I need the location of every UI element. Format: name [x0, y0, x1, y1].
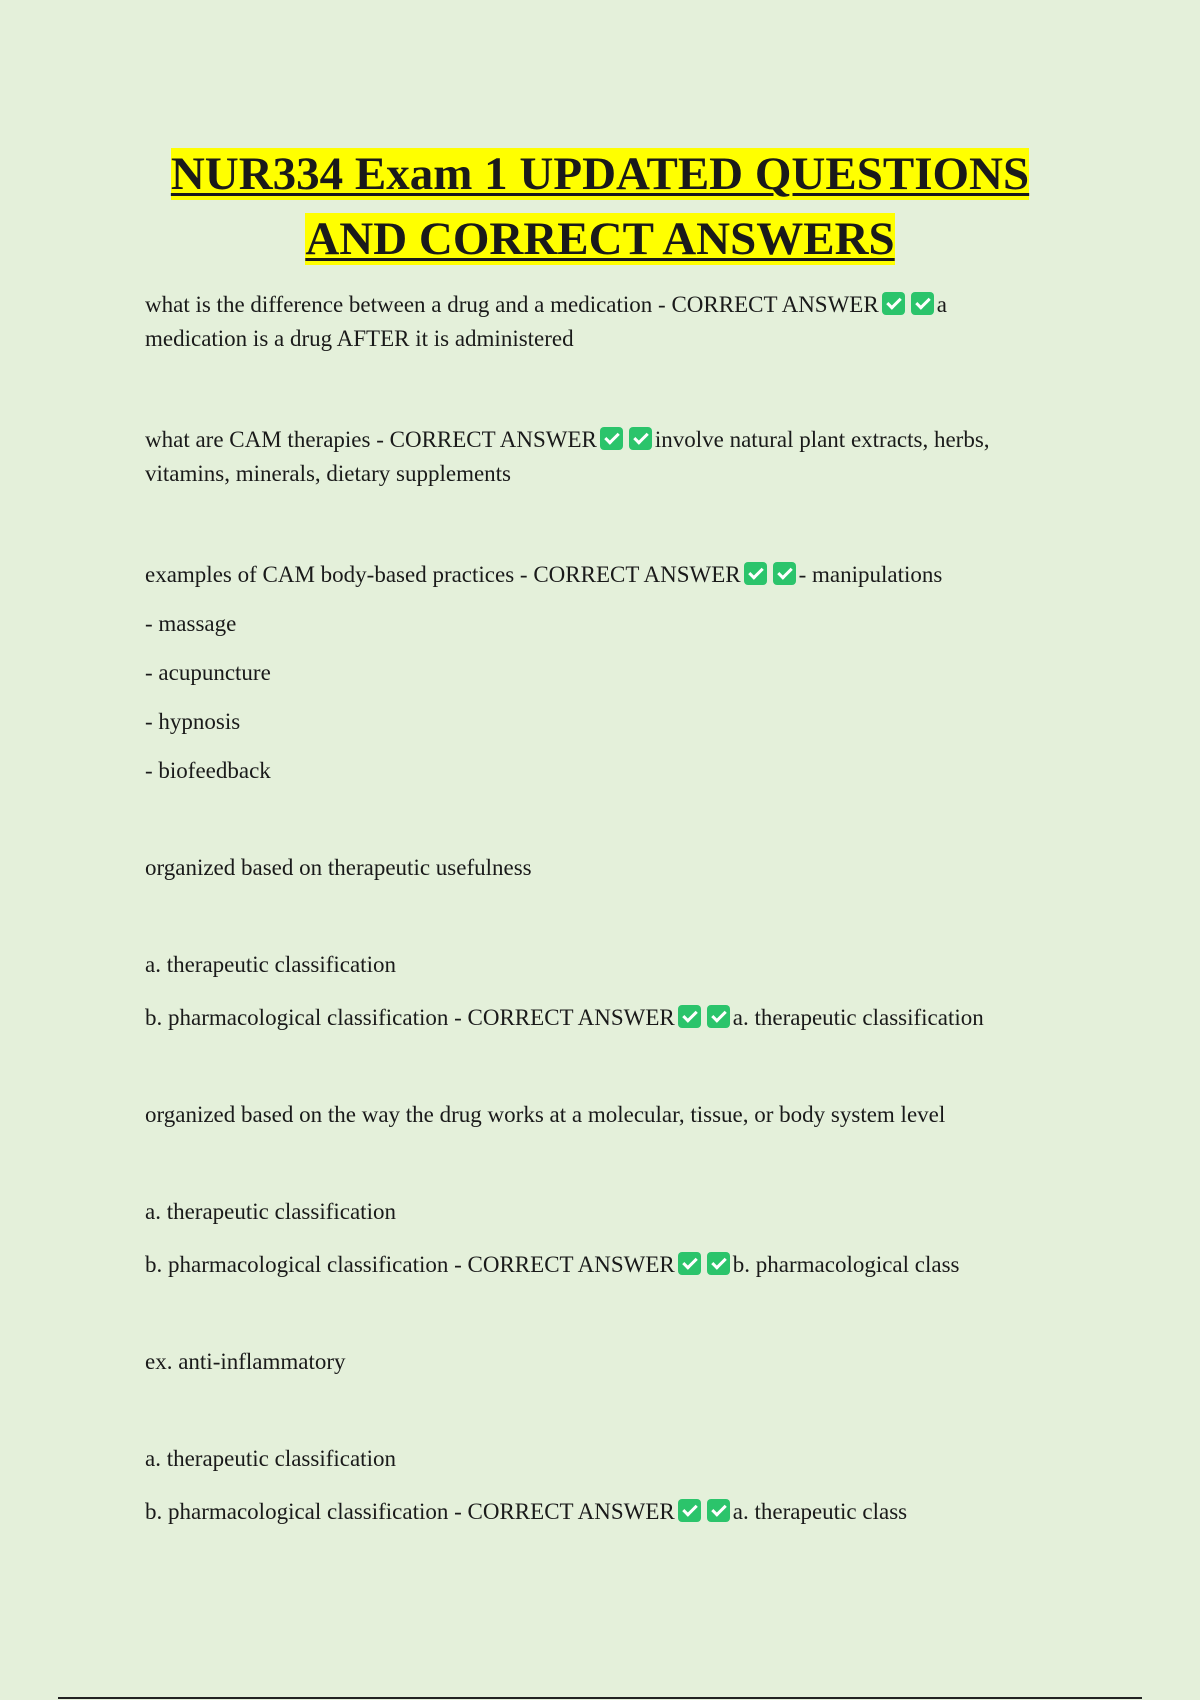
option-a: a. therapeutic classification	[145, 952, 396, 977]
document-title	[0, 142, 1200, 272]
qa-item-5	[145, 1098, 1050, 1282]
question-text: examples of CAM body-based practices	[145, 562, 515, 587]
check-mark-icon	[678, 1499, 701, 1522]
check-mark-icon	[911, 292, 934, 315]
answer-text: a. therapeutic class	[732, 1499, 908, 1524]
answer-text: vitamins, minerals, dietary supplements	[145, 461, 512, 486]
check-mark-icon	[773, 562, 796, 585]
list-item: - acupuncture	[145, 660, 271, 685]
list-item: - massage	[145, 611, 237, 636]
qa-2-line-1	[145, 423, 1050, 457]
qa-5-option-b-line	[145, 1248, 1050, 1282]
qa-item-6	[145, 1345, 1050, 1529]
answer-text: a. therapeutic classification	[732, 1005, 984, 1030]
check-mark-icon	[629, 427, 652, 450]
question-text: organized based on therapeutic usefulness	[145, 855, 532, 880]
correct-answer-label: - CORRECT ANSWER	[519, 562, 741, 587]
answer-text: medication is a drug AFTER it is administered	[145, 326, 574, 351]
page-divider	[58, 1697, 1142, 1699]
qa-content	[145, 288, 1050, 1529]
check-mark-icon	[707, 1499, 730, 1522]
correct-answer-label: - CORRECT ANSWER	[376, 427, 597, 452]
check-mark-icon	[678, 1252, 701, 1275]
list-item: - biofeedback	[145, 758, 271, 783]
list-item: - hypnosis	[145, 709, 241, 734]
question-text: ex. anti-inflammatory	[145, 1349, 346, 1374]
answer-text: b. pharmacological class	[732, 1252, 960, 1277]
qa-item-3	[145, 558, 1050, 788]
correct-answer-label: - CORRECT ANSWER	[454, 1005, 675, 1030]
check-mark-icon	[707, 1252, 730, 1275]
check-mark-icon	[707, 1005, 730, 1028]
option-a: a. therapeutic classification	[145, 1199, 396, 1224]
option-b: b. pharmacological classification	[145, 1252, 449, 1277]
check-mark-icon	[600, 427, 623, 450]
answer-text: a	[936, 292, 947, 317]
correct-answer-label: - CORRECT ANSWER	[658, 292, 879, 317]
qa-1-line-1	[145, 288, 1050, 322]
option-a: a. therapeutic classification	[145, 1446, 396, 1471]
question-text: organized based on the way the drug works at a molecular, tissue, or body system level	[145, 1102, 946, 1127]
title-line-1: NUR334 Exam 1 UPDATED QUESTIONS	[170, 148, 1030, 200]
qa-item-4	[145, 851, 1050, 1035]
question-text: what is the difference between a drug and a medication	[145, 292, 653, 317]
answer-text: - manipulations	[798, 562, 943, 587]
option-b: b. pharmacological classification	[145, 1005, 449, 1030]
check-mark-icon	[744, 562, 767, 585]
question-text: what are CAM therapies	[145, 427, 371, 452]
qa-item-1	[145, 288, 1050, 356]
answer-text: involve natural plant extracts, herbs,	[654, 427, 990, 452]
check-mark-icon	[678, 1005, 701, 1028]
qa-item-2	[145, 423, 1050, 491]
check-mark-icon	[882, 292, 905, 315]
qa-6-option-b-line	[145, 1495, 1050, 1529]
title-line-2: AND CORRECT ANSWERS	[305, 213, 895, 265]
qa-4-option-b-line	[145, 1001, 1050, 1035]
option-b: b. pharmacological classification	[145, 1499, 449, 1524]
qa-3-line-1	[145, 558, 1050, 592]
correct-answer-label: - CORRECT ANSWER	[454, 1499, 675, 1524]
correct-answer-label: - CORRECT ANSWER	[454, 1252, 675, 1277]
